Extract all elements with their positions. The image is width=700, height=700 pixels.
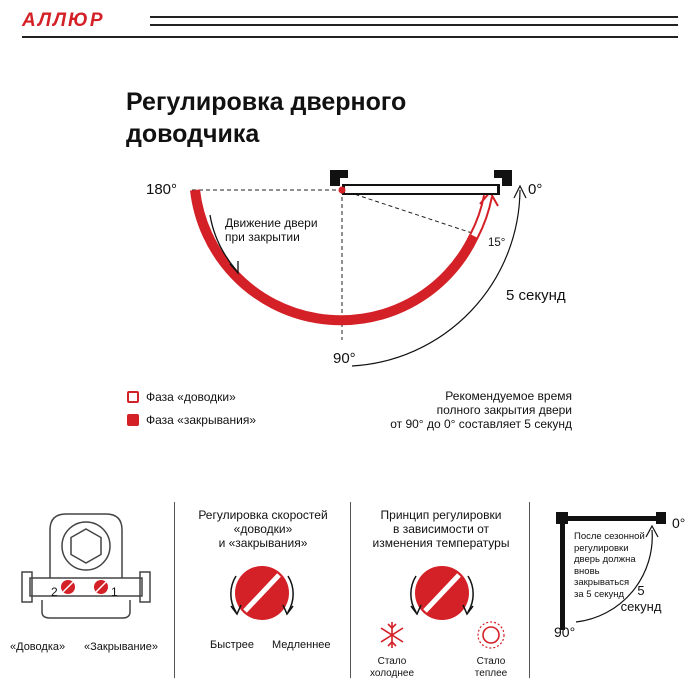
season-angle-0: 0° [672, 515, 686, 531]
season-note-6: за 5 секунд [574, 588, 625, 600]
legend-label-closing: Фаза «закрывания» [146, 413, 256, 427]
season-note-2: регулировки [574, 542, 629, 554]
temp-title-line-1: Принцип регулировки [380, 508, 502, 522]
motion-label-line-1: Движение двери [225, 216, 318, 230]
season-door-closed-side [560, 516, 565, 630]
valve-number-1: 1 [111, 585, 118, 599]
season-note-5: закрываться [574, 577, 630, 588]
title-line-1: Регулировка дверного [126, 88, 407, 116]
colder-line-1: Стало [377, 656, 407, 667]
angle-90-label: 90° [333, 350, 356, 367]
season-time-number: 5 [637, 583, 645, 598]
label-zakryvanie: «Закрывание» [84, 641, 159, 653]
label-dovodka: «Доводка» [10, 641, 66, 653]
slower-label: Медленнее [272, 639, 331, 651]
speed-title-line-1: Регулировка скоростей [198, 508, 328, 522]
recommendation-line-3: от 90° до 0° составляет 5 секунд [390, 417, 572, 431]
temp-title-line-2: в зависимости от [392, 522, 490, 536]
season-note-3: дверь должна [574, 554, 636, 565]
angle-15-label: 15° [488, 237, 506, 249]
season-note-4: вновь [574, 565, 600, 577]
season-door-leaf [566, 516, 660, 521]
warmer-line-2: теплее [474, 668, 508, 679]
angle-180-label: 180° [146, 181, 178, 198]
angle-0-label: 0° [528, 181, 543, 198]
season-time-unit: секунд [620, 599, 662, 614]
motion-label-line-2: при закрытии [225, 230, 300, 244]
season-angle-90: 90° [554, 624, 576, 640]
colder-line-2: холоднее [370, 668, 414, 679]
temp-title-line-3: изменения температуры [372, 536, 510, 550]
legend-label-closing-end: Фаза «доводки» [146, 390, 236, 404]
faster-label: Быстрее [210, 639, 255, 651]
season-time-label [618, 583, 664, 615]
season-frame [656, 512, 666, 524]
valve-number-2: 2 [51, 585, 58, 599]
brand-logo: АЛЛЮР [22, 10, 105, 31]
speed-title-line-2: «доводки» [233, 522, 293, 536]
season-note-1: После сезонной [574, 531, 645, 542]
recommendation-line-2: полного закрытия двери [436, 403, 572, 417]
recommendation-line-1: Рекомендуемое время [445, 389, 572, 403]
speed-title-line-3: и «закрывания» [218, 536, 308, 550]
warmer-line-1: Стало [476, 656, 506, 667]
title-line-2: доводчика [126, 120, 260, 148]
time-label: 5 секунд [506, 287, 566, 304]
